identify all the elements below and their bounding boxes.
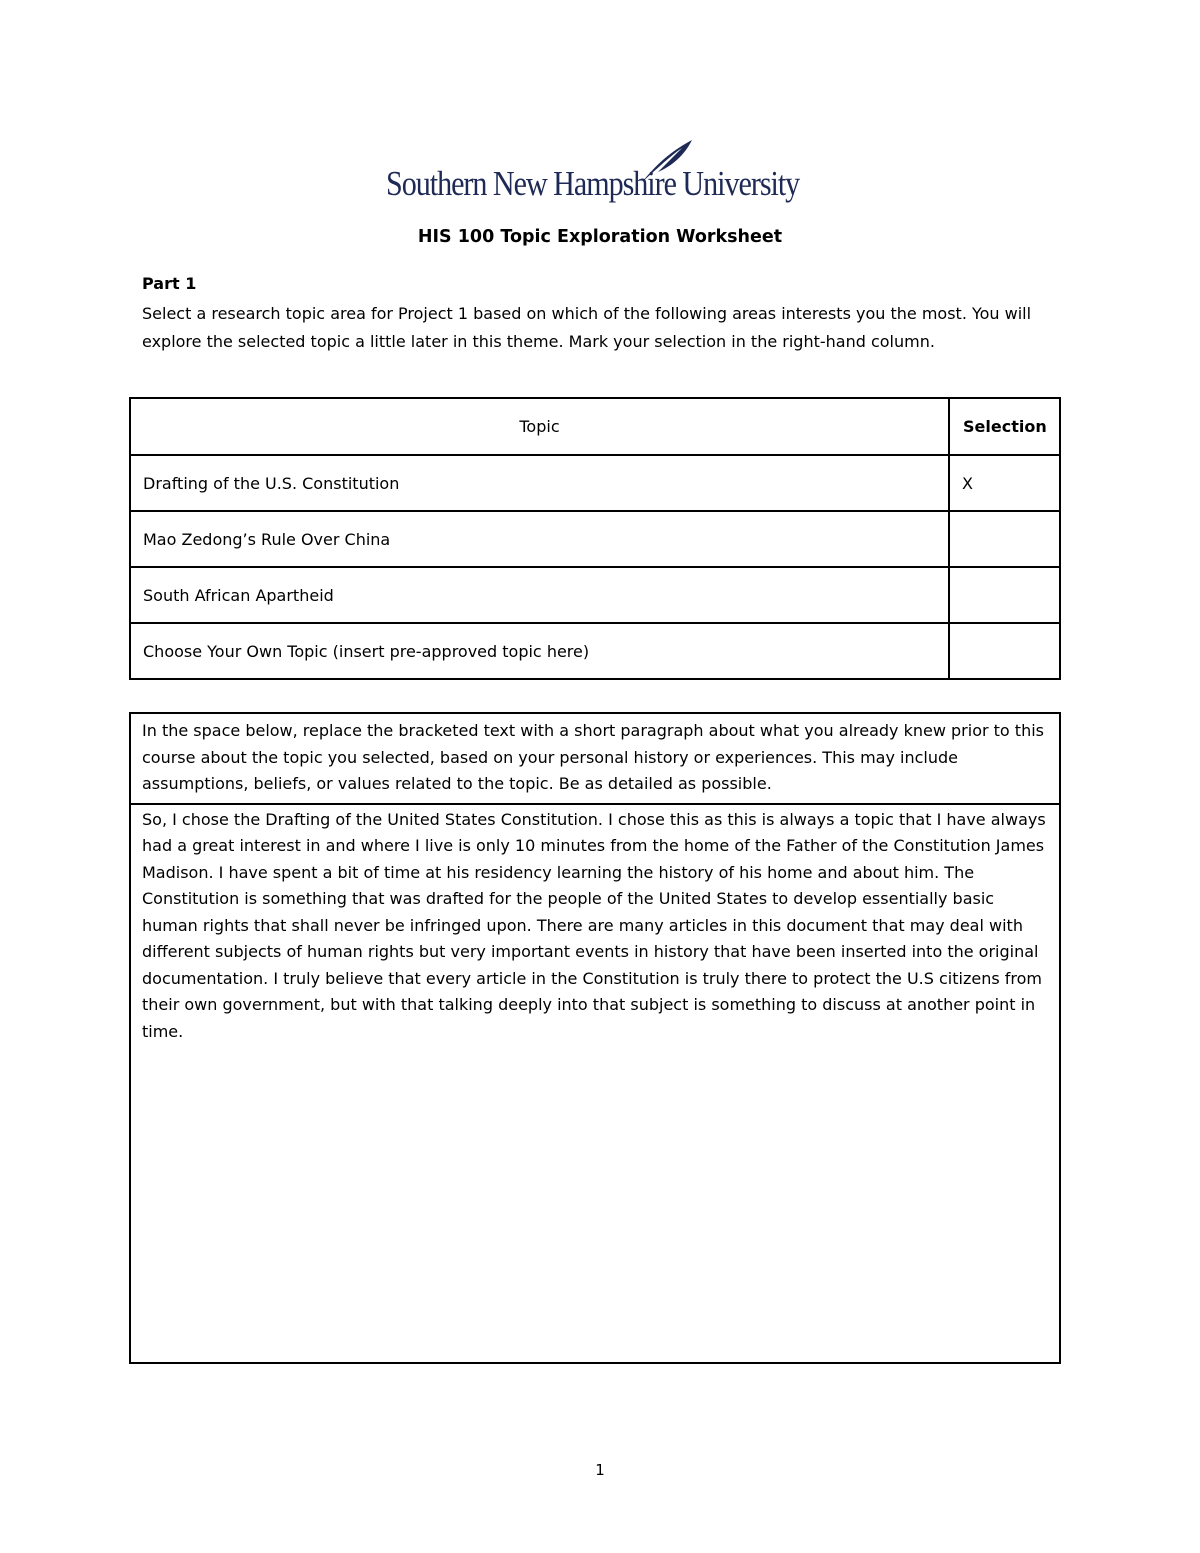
- university-logo: [386, 138, 826, 210]
- topic-cell: Drafting of the U.S. Constitution: [130, 455, 949, 511]
- page-number: 1: [595, 1461, 605, 1479]
- response-answer[interactable]: So, I chose the Drafting of the United States Constitution. I chose this as this is always a topic that I have always had a great interest in and where I live is only 10 minutes from the home of the Father of the Constitution James Madison. I have spent a bit of time at his residency learning the history of his home and about him. The Constitution is something that was drafted for the people of the United States to develop essentially basic human rights that shall never be infringed upon. There are many articles in this document that may deal with different subjects of human rights but very important events in history that have been inserted into the original documentation. I truly believe that every article in the Constitution is truly there to protect the U.S citizens from their own government, but with that talking deeply into that subject is something to discuss at another point in time.: [142, 809, 1046, 1041]
- selection-cell[interactable]: X: [949, 455, 1060, 511]
- response-prompt: In the space below, replace the bracketed text with a short paragraph about what you already knew prior to this course about the topic you selected, based on your personal history or experiences. This may include assumptions, beliefs, or values related to the topic. Be as detailed as possible.: [131, 714, 1059, 805]
- table-row: [130, 455, 1060, 511]
- table-row: [130, 567, 1060, 623]
- selection-cell[interactable]: [949, 567, 1060, 623]
- topic-selection-table: [129, 397, 1061, 680]
- topic-cell: Choose Your Own Topic (insert pre-approved topic here): [130, 623, 949, 679]
- topic-column-header: Topic: [130, 398, 949, 455]
- topic-cell: South African Apartheid: [130, 567, 949, 623]
- logo-wordmark: Southern New Hampshire University: [386, 164, 800, 203]
- selection-column-header: Selection: [949, 398, 1060, 455]
- table-header-row: [130, 398, 1060, 455]
- feather-icon: [636, 138, 696, 186]
- part-heading: Part 1: [142, 274, 197, 293]
- document-title: HIS 100 Topic Exploration Worksheet: [417, 227, 783, 247]
- table-row: [130, 623, 1060, 679]
- selection-cell[interactable]: [949, 511, 1060, 567]
- table-row: [130, 511, 1060, 567]
- part-instructions: Select a research topic area for Project 1 based on which of the following areas interests you the most. You will explore the selected topic a little later in this theme. Mark your selection in the right-hand column.: [142, 304, 1032, 351]
- topic-cell: Mao Zedong’s Rule Over China: [130, 511, 949, 567]
- response-box: [129, 712, 1061, 1364]
- selection-cell[interactable]: [949, 623, 1060, 679]
